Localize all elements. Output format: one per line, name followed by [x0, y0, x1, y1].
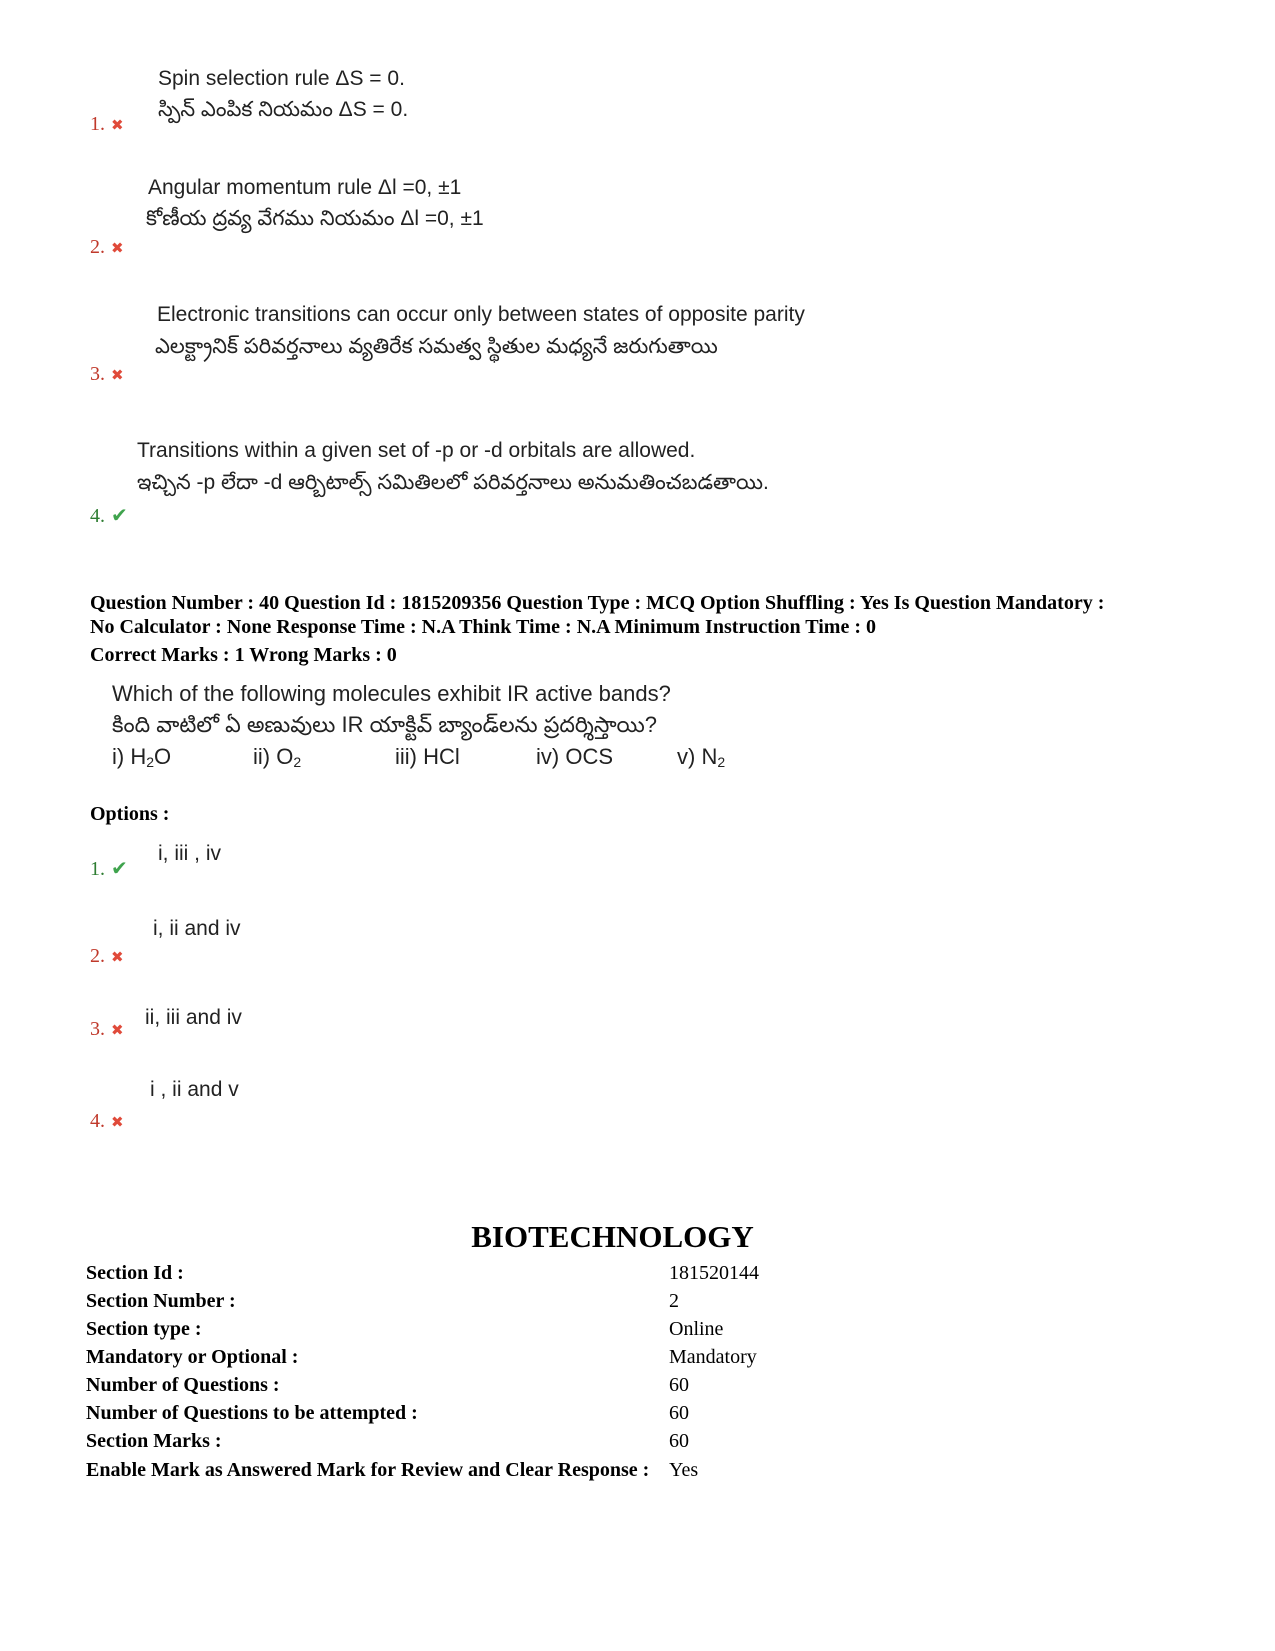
option-number: 1.: [90, 113, 105, 135]
choice-3: [395, 741, 460, 773]
choice-2: [253, 741, 301, 778]
section-id-value: 181520144: [669, 1262, 759, 1284]
prev-option-1-marker: [90, 113, 124, 136]
prev-option-4-te: ఇచ్చిన -p లేదా -d ఆర్బిటాల్స్ సమితిలలో పరివర్తనాలు అనుమతించబడతాయి.: [137, 471, 769, 494]
choice-subscript: 2: [146, 754, 155, 770]
question-text-en: Which of the following molecules exhibit IR active bands?: [112, 681, 671, 706]
section-id-label: Section Id :: [86, 1262, 184, 1284]
prev-option-3-te: ఎలక్ట్రానిక్ పరివర్తనాలు వ్యతిరేక సమత్వ స్థితుల మధ్యనే జరుగుతాయి: [155, 335, 718, 358]
option-4-text: i , ii and v: [150, 1078, 239, 1101]
prev-option-2-te: కోణీయ ద్రవ్య వేగము నియమం Δl =0, ±1: [146, 207, 484, 230]
num-attempt-label: Number of Questions to be attempted :: [86, 1402, 418, 1424]
choice-label: v) N: [677, 744, 718, 769]
choice-label: iii) HCl: [395, 744, 460, 769]
option-2-text: i, ii and iv: [153, 917, 241, 940]
option-1-marker: [90, 856, 128, 881]
choice-subscript: 2: [717, 754, 726, 770]
cross-icon: ✖: [111, 948, 124, 966]
prev-option-4-en: Transitions within a given set of -p or -d orbitals are allowed.: [137, 439, 696, 462]
option-number: 4.: [90, 505, 105, 527]
choice-subscript: 2: [293, 754, 302, 770]
prev-option-3-marker: [90, 363, 124, 386]
section-marks-label: Section Marks :: [86, 1430, 222, 1452]
prev-option-1-te: స్పిన్ ఎంపిక నియమం ΔS = 0.: [158, 98, 409, 121]
prev-option-4-marker: [90, 503, 128, 528]
question-marks: Correct Marks : 1 Wrong Marks : 0: [90, 644, 397, 666]
option-number: 3.: [90, 1018, 105, 1040]
option-number: 2.: [90, 236, 105, 258]
prev-option-3-en: Electronic transitions can occur only between states of opposite parity: [157, 303, 805, 326]
section-marks-value: 60: [669, 1430, 689, 1452]
choice-4: [536, 741, 613, 773]
mandatory-label: Mandatory or Optional :: [86, 1346, 299, 1368]
option-number: 3.: [90, 363, 105, 385]
option-2-marker: [90, 945, 124, 968]
enable-mark-value: Yes: [669, 1459, 699, 1481]
question-meta-line2: No Calculator : None Response Time : N.A Think Time : N.A Minimum Instruction Time : 0: [90, 616, 876, 638]
option-4-marker: [90, 1110, 124, 1133]
section-title: BIOTECHNOLOGY: [471, 1219, 754, 1254]
prev-option-2-en: Angular momentum rule Δl =0, ±1: [148, 176, 462, 199]
options-label: Options :: [90, 803, 170, 825]
section-type-value: Online: [669, 1318, 724, 1340]
cross-icon: ✖: [111, 239, 124, 257]
prev-option-1-en: Spin selection rule ΔS = 0.: [158, 67, 405, 90]
choice-label: i) H: [112, 744, 147, 769]
choice-5: [677, 741, 725, 778]
cross-icon: ✖: [111, 1113, 124, 1131]
option-number: 2.: [90, 945, 105, 967]
num-questions-value: 60: [669, 1374, 689, 1396]
choice-1: [112, 741, 171, 778]
mandatory-value: Mandatory: [669, 1346, 757, 1368]
option-3-text: ii, iii and iv: [145, 1006, 242, 1029]
cross-icon: ✖: [111, 1021, 124, 1039]
section-type-label: Section type :: [86, 1318, 202, 1340]
question-text-te: కింది వాటిలో ఏ అణువులు IR యాక్టివ్ బ్యాండ్‌లను ప్రదర్శిస్తాయి?: [112, 712, 658, 737]
cross-icon: ✖: [111, 116, 124, 134]
option-number: 1.: [90, 858, 105, 880]
section-number-label: Section Number :: [86, 1290, 236, 1312]
cross-icon: ✖: [111, 366, 124, 384]
question-meta-line1: Question Number : 40 Question Id : 1815209356 Question Type : MCQ Option Shuffling : Yes Is Question Mandatory :: [90, 592, 1105, 614]
choice-label: iv) OCS: [536, 744, 613, 769]
option-1-text: i, iii , iv: [158, 842, 221, 865]
check-icon: ✔: [111, 856, 128, 880]
check-icon: ✔: [111, 503, 128, 527]
num-questions-label: Number of Questions :: [86, 1374, 280, 1396]
section-number-value: 2: [669, 1290, 679, 1312]
choice-tail: O: [154, 744, 172, 769]
prev-option-2-marker: [90, 236, 124, 259]
choice-label: ii) O: [253, 744, 294, 769]
option-3-marker: [90, 1018, 124, 1041]
option-number: 4.: [90, 1110, 105, 1132]
num-attempt-value: 60: [669, 1402, 689, 1424]
enable-mark-label: Enable Mark as Answered Mark for Review and Clear Response :: [86, 1459, 650, 1481]
